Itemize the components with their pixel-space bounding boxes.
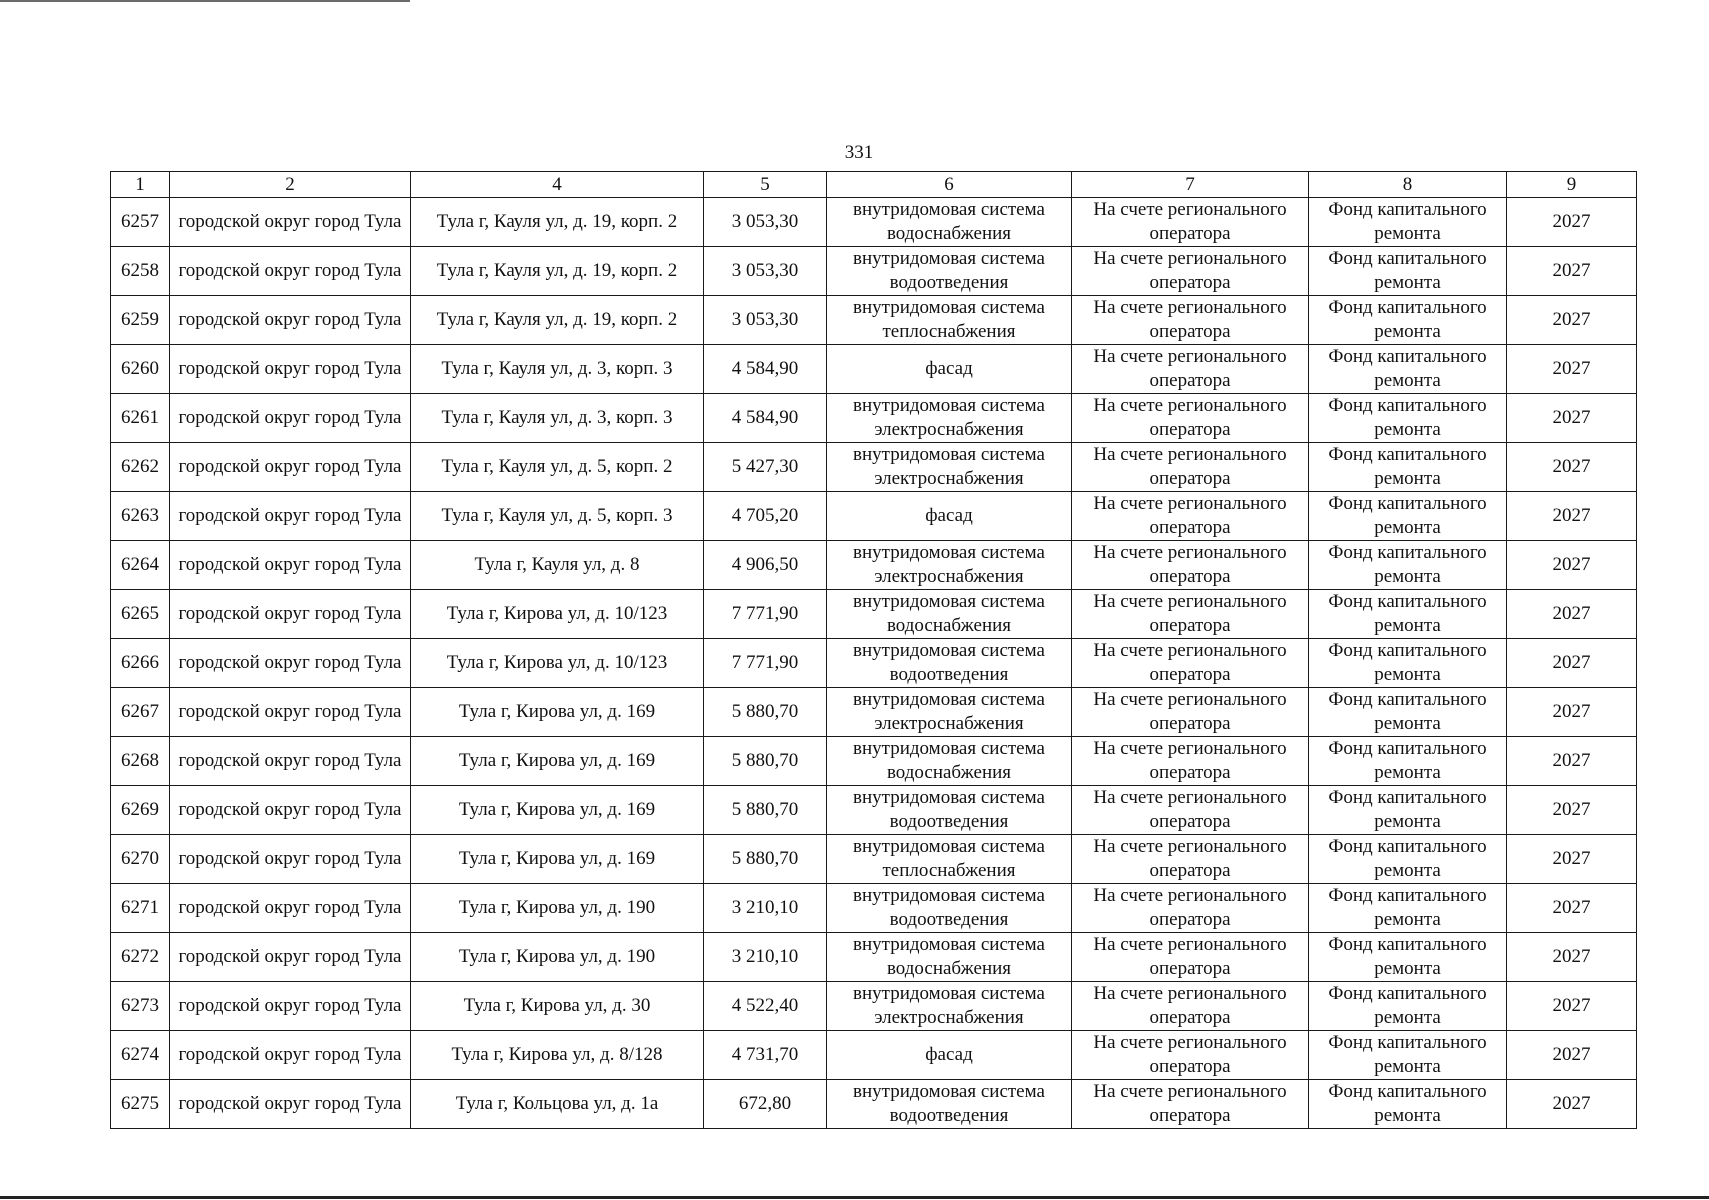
row-number-cell: 6269 xyxy=(111,786,170,835)
row-number-cell: 6263 xyxy=(111,492,170,541)
funding-source-cell: Фонд капитального ремонта xyxy=(1309,688,1507,737)
municipality-cell: городской округ город Тула xyxy=(170,1031,411,1080)
work-type-cell: внутридомовая система теплоснабжения xyxy=(827,296,1072,345)
funding-source-cell: Фонд капитального ремонта xyxy=(1309,835,1507,884)
work-type-cell: внутридомовая система водоотведения xyxy=(827,639,1072,688)
scan-edge-top xyxy=(0,0,410,2)
address-cell: Тула г, Кольцова ул, д. 1а xyxy=(411,1080,704,1129)
table-row xyxy=(111,590,1637,639)
area-cell: 3 053,30 xyxy=(704,247,827,296)
year-cell: 2027 xyxy=(1507,639,1637,688)
year-cell: 2027 xyxy=(1507,737,1637,786)
area-cell: 4 705,20 xyxy=(704,492,827,541)
year-cell: 2027 xyxy=(1507,982,1637,1031)
funding-source-cell: Фонд капитального ремонта xyxy=(1309,1031,1507,1080)
funding-source-cell: Фонд капитального ремонта xyxy=(1309,198,1507,247)
address-cell: Тула г, Кауля ул, д. 3, корп. 3 xyxy=(411,394,704,443)
account-cell: На счете регионального оператора xyxy=(1072,933,1309,982)
account-cell: На счете регионального оператора xyxy=(1072,296,1309,345)
funding-source-cell: Фонд капитального ремонта xyxy=(1309,884,1507,933)
work-type-cell: внутридомовая система водоснабжения xyxy=(827,590,1072,639)
row-number-cell: 6265 xyxy=(111,590,170,639)
row-number-cell: 6258 xyxy=(111,247,170,296)
row-number-cell: 6271 xyxy=(111,884,170,933)
address-cell: Тула г, Кирова ул, д. 10/123 xyxy=(411,590,704,639)
row-number-cell: 6273 xyxy=(111,982,170,1031)
row-number-cell: 6262 xyxy=(111,443,170,492)
funding-source-cell: Фонд капитального ремонта xyxy=(1309,737,1507,786)
municipality-cell: городской округ город Тула xyxy=(170,345,411,394)
account-cell: На счете регионального оператора xyxy=(1072,247,1309,296)
area-cell: 5 880,70 xyxy=(704,737,827,786)
account-cell: На счете регионального оператора xyxy=(1072,737,1309,786)
address-cell: Тула г, Кирова ул, д. 169 xyxy=(411,737,704,786)
row-number-cell: 6274 xyxy=(111,1031,170,1080)
municipality-cell: городской округ город Тула xyxy=(170,198,411,247)
row-number-cell: 6259 xyxy=(111,296,170,345)
year-cell: 2027 xyxy=(1507,541,1637,590)
address-cell: Тула г, Кирова ул, д. 169 xyxy=(411,688,704,737)
account-cell: На счете регионального оператора xyxy=(1072,835,1309,884)
work-type-cell: внутридомовая система теплоснабжения xyxy=(827,835,1072,884)
address-cell: Тула г, Кирова ул, д. 190 xyxy=(411,884,704,933)
col-header-7: 7 xyxy=(1072,172,1309,198)
area-cell: 672,80 xyxy=(704,1080,827,1129)
funding-source-cell: Фонд капитального ремонта xyxy=(1309,639,1507,688)
funding-source-cell: Фонд капитального ремонта xyxy=(1309,443,1507,492)
col-header-4: 4 xyxy=(411,172,704,198)
work-type-cell: внутридомовая система водоотведения xyxy=(827,786,1072,835)
address-cell: Тула г, Кауля ул, д. 5, корп. 2 xyxy=(411,443,704,492)
table-row xyxy=(111,1031,1637,1080)
funding-source-cell: Фонд капитального ремонта xyxy=(1309,786,1507,835)
municipality-cell: городской округ город Тула xyxy=(170,394,411,443)
funding-source-cell: Фонд капитального ремонта xyxy=(1309,933,1507,982)
address-cell: Тула г, Кауля ул, д. 5, корп. 3 xyxy=(411,492,704,541)
account-cell: На счете регионального оператора xyxy=(1072,394,1309,443)
work-type-cell: внутридомовая система электроснабжения xyxy=(827,394,1072,443)
municipality-cell: городской округ город Тула xyxy=(170,982,411,1031)
work-type-cell: внутридомовая система водоснабжения xyxy=(827,933,1072,982)
funding-source-cell: Фонд капитального ремонта xyxy=(1309,492,1507,541)
year-cell: 2027 xyxy=(1507,835,1637,884)
funding-source-cell: Фонд капитального ремонта xyxy=(1309,1080,1507,1129)
municipality-cell: городской округ город Тула xyxy=(170,786,411,835)
address-cell: Тула г, Кирова ул, д. 190 xyxy=(411,933,704,982)
table-row xyxy=(111,443,1637,492)
year-cell: 2027 xyxy=(1507,492,1637,541)
area-cell: 3 210,10 xyxy=(704,933,827,982)
funding-source-cell: Фонд капитального ремонта xyxy=(1309,247,1507,296)
row-number-cell: 6275 xyxy=(111,1080,170,1129)
municipality-cell: городской округ город Тула xyxy=(170,492,411,541)
work-type-cell: фасад xyxy=(827,1031,1072,1080)
table-row xyxy=(111,688,1637,737)
row-number-cell: 6267 xyxy=(111,688,170,737)
year-cell: 2027 xyxy=(1507,1031,1637,1080)
area-cell: 4 731,70 xyxy=(704,1031,827,1080)
municipality-cell: городской округ город Тула xyxy=(170,296,411,345)
row-number-cell: 6257 xyxy=(111,198,170,247)
municipality-cell: городской округ город Тула xyxy=(170,688,411,737)
year-cell: 2027 xyxy=(1507,590,1637,639)
address-cell: Тула г, Кауля ул, д. 19, корп. 2 xyxy=(411,296,704,345)
address-cell: Тула г, Кирова ул, д. 169 xyxy=(411,835,704,884)
table-row xyxy=(111,786,1637,835)
account-cell: На счете регионального оператора xyxy=(1072,492,1309,541)
funding-source-cell: Фонд капитального ремонта xyxy=(1309,590,1507,639)
address-cell: Тула г, Кирова ул, д. 8/128 xyxy=(411,1031,704,1080)
table-row xyxy=(111,541,1637,590)
account-cell: На счете регионального оператора xyxy=(1072,541,1309,590)
work-type-cell: внутридомовая система водоснабжения xyxy=(827,737,1072,786)
municipality-cell: городской округ город Тула xyxy=(170,247,411,296)
col-header-2: 2 xyxy=(170,172,411,198)
table-row xyxy=(111,639,1637,688)
col-header-8: 8 xyxy=(1309,172,1507,198)
funding-source-cell: Фонд капитального ремонта xyxy=(1309,296,1507,345)
year-cell: 2027 xyxy=(1507,1080,1637,1129)
address-cell: Тула г, Кауля ул, д. 3, корп. 3 xyxy=(411,345,704,394)
table-row xyxy=(111,247,1637,296)
table-body xyxy=(111,198,1637,1129)
table-row xyxy=(111,394,1637,443)
funding-source-cell: Фонд капитального ремонта xyxy=(1309,982,1507,1031)
area-cell: 4 906,50 xyxy=(704,541,827,590)
account-cell: На счете регионального оператора xyxy=(1072,1080,1309,1129)
area-cell: 3 053,30 xyxy=(704,296,827,345)
area-cell: 5 880,70 xyxy=(704,835,827,884)
row-number-cell: 6272 xyxy=(111,933,170,982)
account-cell: На счете регионального оператора xyxy=(1072,884,1309,933)
municipality-cell: городской округ город Тула xyxy=(170,541,411,590)
municipality-cell: городской округ город Тула xyxy=(170,835,411,884)
account-cell: На счете регионального оператора xyxy=(1072,345,1309,394)
area-cell: 4 522,40 xyxy=(704,982,827,1031)
area-cell: 5 880,70 xyxy=(704,688,827,737)
work-type-cell: внутридомовая система водоотведения xyxy=(827,1080,1072,1129)
year-cell: 2027 xyxy=(1507,345,1637,394)
address-cell: Тула г, Кирова ул, д. 169 xyxy=(411,786,704,835)
table-row xyxy=(111,296,1637,345)
area-cell: 5 427,30 xyxy=(704,443,827,492)
account-cell: На счете регионального оператора xyxy=(1072,590,1309,639)
area-cell: 4 584,90 xyxy=(704,345,827,394)
year-cell: 2027 xyxy=(1507,296,1637,345)
municipality-cell: городской округ город Тула xyxy=(170,639,411,688)
year-cell: 2027 xyxy=(1507,884,1637,933)
table-row xyxy=(111,982,1637,1031)
column-number-row xyxy=(111,172,1637,198)
funding-source-cell: Фонд капитального ремонта xyxy=(1309,541,1507,590)
account-cell: На счете регионального оператора xyxy=(1072,982,1309,1031)
work-type-cell: внутридомовая система водоотведения xyxy=(827,884,1072,933)
page-number: 331 xyxy=(844,142,874,163)
row-number-cell: 6261 xyxy=(111,394,170,443)
year-cell: 2027 xyxy=(1507,688,1637,737)
municipality-cell: городской округ город Тула xyxy=(170,590,411,639)
year-cell: 2027 xyxy=(1507,786,1637,835)
row-number-cell: 6264 xyxy=(111,541,170,590)
area-cell: 4 584,90 xyxy=(704,394,827,443)
account-cell: На счете регионального оператора xyxy=(1072,443,1309,492)
work-type-cell: внутридомовая система электроснабжения xyxy=(827,982,1072,1031)
table-row xyxy=(111,492,1637,541)
col-header-5: 5 xyxy=(704,172,827,198)
account-cell: На счете регионального оператора xyxy=(1072,1031,1309,1080)
row-number-cell: 6268 xyxy=(111,737,170,786)
table-row xyxy=(111,198,1637,247)
row-number-cell: 6260 xyxy=(111,345,170,394)
area-cell: 7 771,90 xyxy=(704,639,827,688)
year-cell: 2027 xyxy=(1507,394,1637,443)
table-row xyxy=(111,933,1637,982)
account-cell: На счете регионального оператора xyxy=(1072,639,1309,688)
table-row xyxy=(111,835,1637,884)
area-cell: 5 880,70 xyxy=(704,786,827,835)
work-type-cell: внутридомовая система водоснабжения xyxy=(827,198,1072,247)
work-type-cell: фасад xyxy=(827,492,1072,541)
year-cell: 2027 xyxy=(1507,443,1637,492)
capital-repair-table xyxy=(110,171,1637,1129)
table-row xyxy=(111,737,1637,786)
municipality-cell: городской округ город Тула xyxy=(170,884,411,933)
funding-source-cell: Фонд капитального ремонта xyxy=(1309,345,1507,394)
table-row xyxy=(111,884,1637,933)
area-cell: 3 053,30 xyxy=(704,198,827,247)
municipality-cell: городской округ город Тула xyxy=(170,737,411,786)
address-cell: Тула г, Кирова ул, д. 10/123 xyxy=(411,639,704,688)
municipality-cell: городской округ город Тула xyxy=(170,933,411,982)
table-row xyxy=(111,1080,1637,1129)
area-cell: 7 771,90 xyxy=(704,590,827,639)
municipality-cell: городской округ город Тула xyxy=(170,443,411,492)
account-cell: На счете регионального оператора xyxy=(1072,198,1309,247)
municipality-cell: городской округ город Тула xyxy=(170,1080,411,1129)
col-header-9: 9 xyxy=(1507,172,1637,198)
work-type-cell: фасад xyxy=(827,345,1072,394)
year-cell: 2027 xyxy=(1507,198,1637,247)
year-cell: 2027 xyxy=(1507,247,1637,296)
year-cell: 2027 xyxy=(1507,933,1637,982)
col-header-1: 1 xyxy=(111,172,170,198)
address-cell: Тула г, Кауля ул, д. 8 xyxy=(411,541,704,590)
account-cell: На счете регионального оператора xyxy=(1072,688,1309,737)
table-row xyxy=(111,345,1637,394)
funding-source-cell: Фонд капитального ремонта xyxy=(1309,394,1507,443)
row-number-cell: 6266 xyxy=(111,639,170,688)
work-type-cell: внутридомовая система водоотведения xyxy=(827,247,1072,296)
scan-edge-bottom xyxy=(0,1196,1709,1199)
address-cell: Тула г, Кирова ул, д. 30 xyxy=(411,982,704,1031)
account-cell: На счете регионального оператора xyxy=(1072,786,1309,835)
work-type-cell: внутридомовая система электроснабжения xyxy=(827,688,1072,737)
area-cell: 3 210,10 xyxy=(704,884,827,933)
work-type-cell: внутридомовая система электроснабжения xyxy=(827,541,1072,590)
row-number-cell: 6270 xyxy=(111,835,170,884)
address-cell: Тула г, Кауля ул, д. 19, корп. 2 xyxy=(411,247,704,296)
work-type-cell: внутридомовая система электроснабжения xyxy=(827,443,1072,492)
col-header-6: 6 xyxy=(827,172,1072,198)
address-cell: Тула г, Кауля ул, д. 19, корп. 2 xyxy=(411,198,704,247)
